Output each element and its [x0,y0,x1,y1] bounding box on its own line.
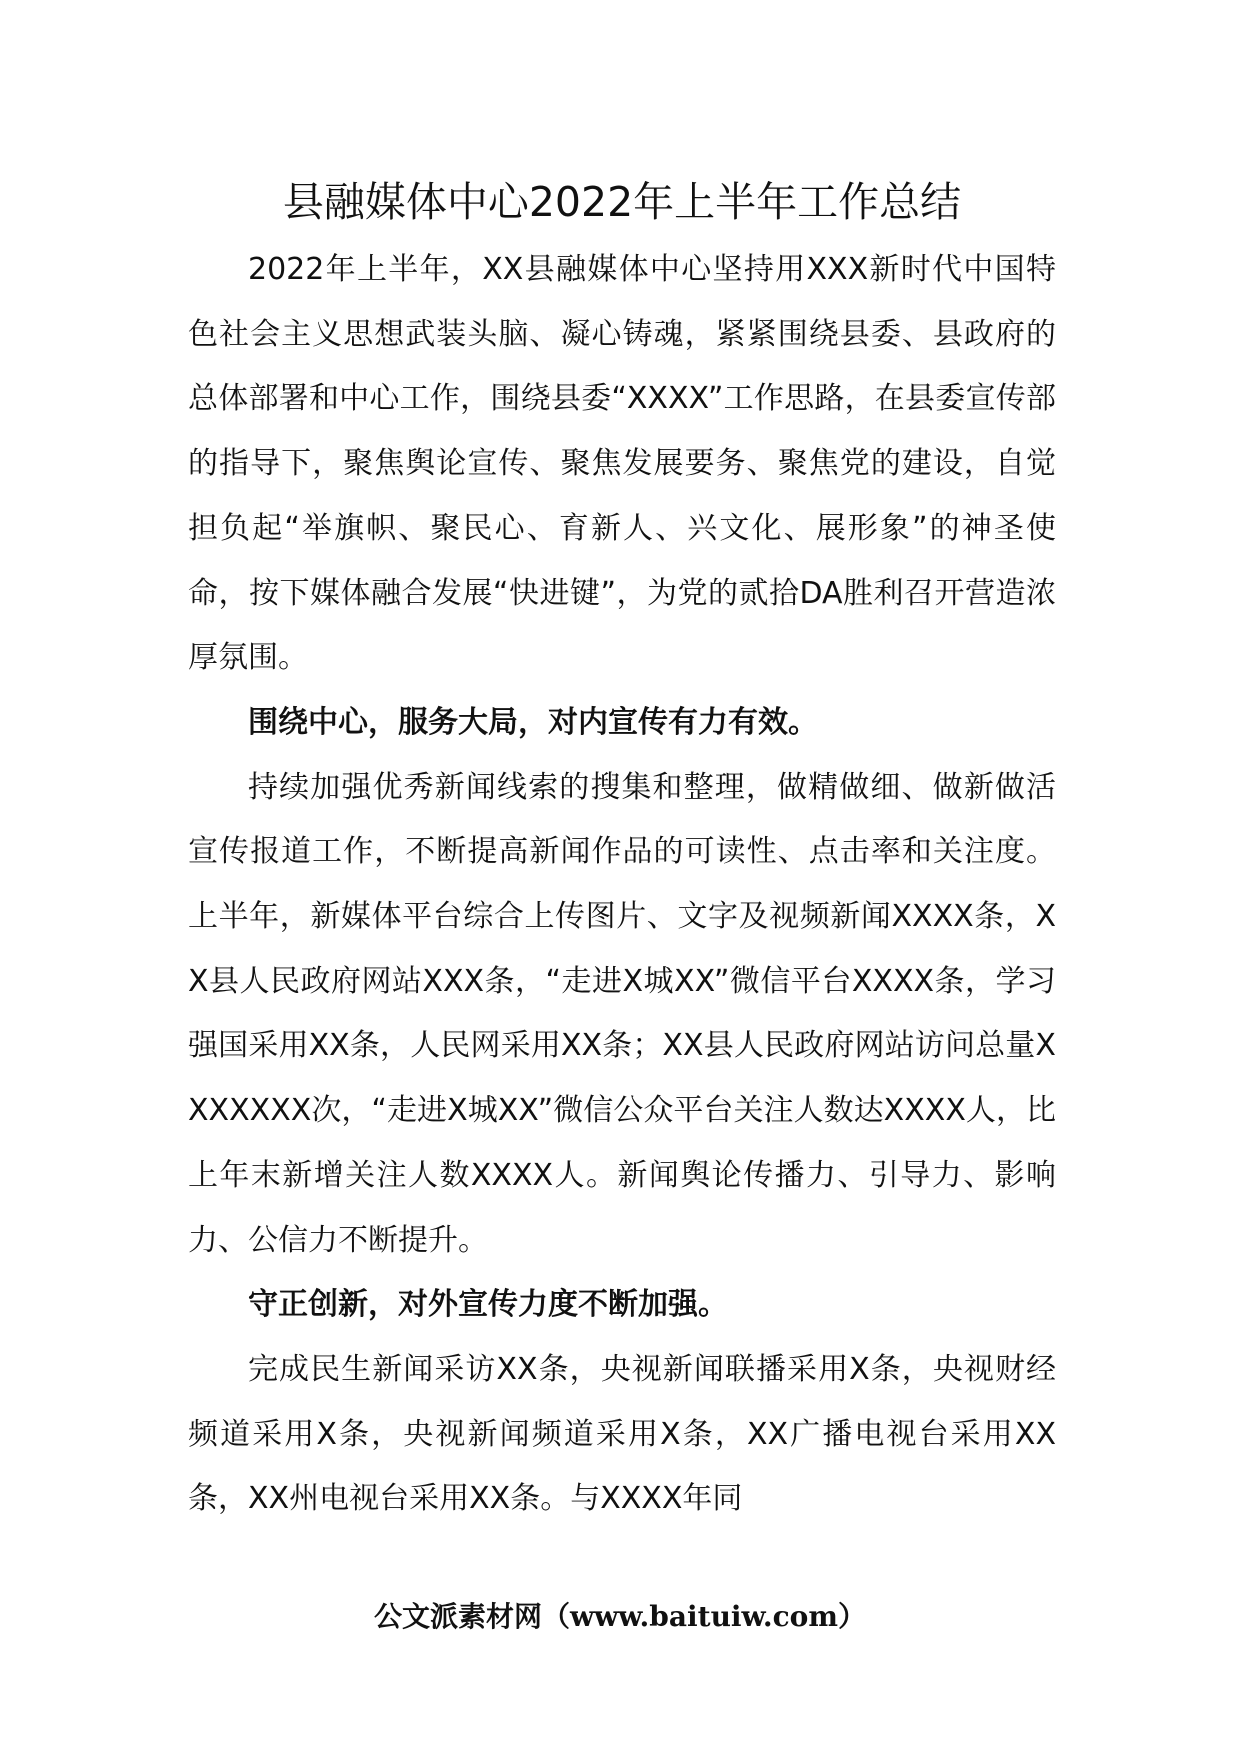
intro-paragraph: 2022年上半年，XX县融媒体中心坚持用XXX新时代中国特色社会主义思想武装头脑、凝心铸魂，紧紧围绕县委、县政府的总体部署和中心工作，围绕县委“XXXX”工作思路，在县委宣传部的指导下，聚焦舆论宣传、聚焦发展要务、聚焦党的建设，自觉担负起“举旗帜、聚民心、育新人、兴文化、展形象”的神圣使命，按下媒体融合发展“快进键”，为党的贰拾DA胜利召开营造浓厚氛围。 [188,252,1056,676]
section-body-1: 持续加强优秀新闻线索的搜集和整理，做精做细、做新做活宣传报道工作，不断提高新闻作品的可读性、点击率和关注度。上半年，新媒体平台综合上传图片、文字及视频新闻XXXX条，XX县人民政府网站XXX条，“走进X城XX”微信平台XXXX条，学习强国采用XX条，人民网采用XX条；XX县人民政府网站访问总量XXXXXXX次，“走进X城XX”微信公众平台关注人数达XXXX人，比上年末新增关注人数XXXX人。新闻舆论传播力、引导力、影响力、公信力不断提升。 [188,769,1056,1258]
document-title: 县融媒体中心2022年上半年工作总结 [282,178,962,226]
section-heading-2: 守正创新，对外宣传力度不断加强。 [248,1287,728,1323]
section-heading-1: 围绕中心，服务大局，对内宣传有力有效。 [248,704,818,740]
section-body-2: 完成民生新闻采访XX条，央视新闻联播采用X条，央视财经频道采用X条，央视新闻频道采用X条，XX广播电视台采用XX条，XX州电视台采用XX条。与XXXX年同 [188,1351,1056,1517]
document-body [188,172,1056,1532]
footer-watermark: 公文派素材网（www.baituiw.com） [374,1600,866,1633]
